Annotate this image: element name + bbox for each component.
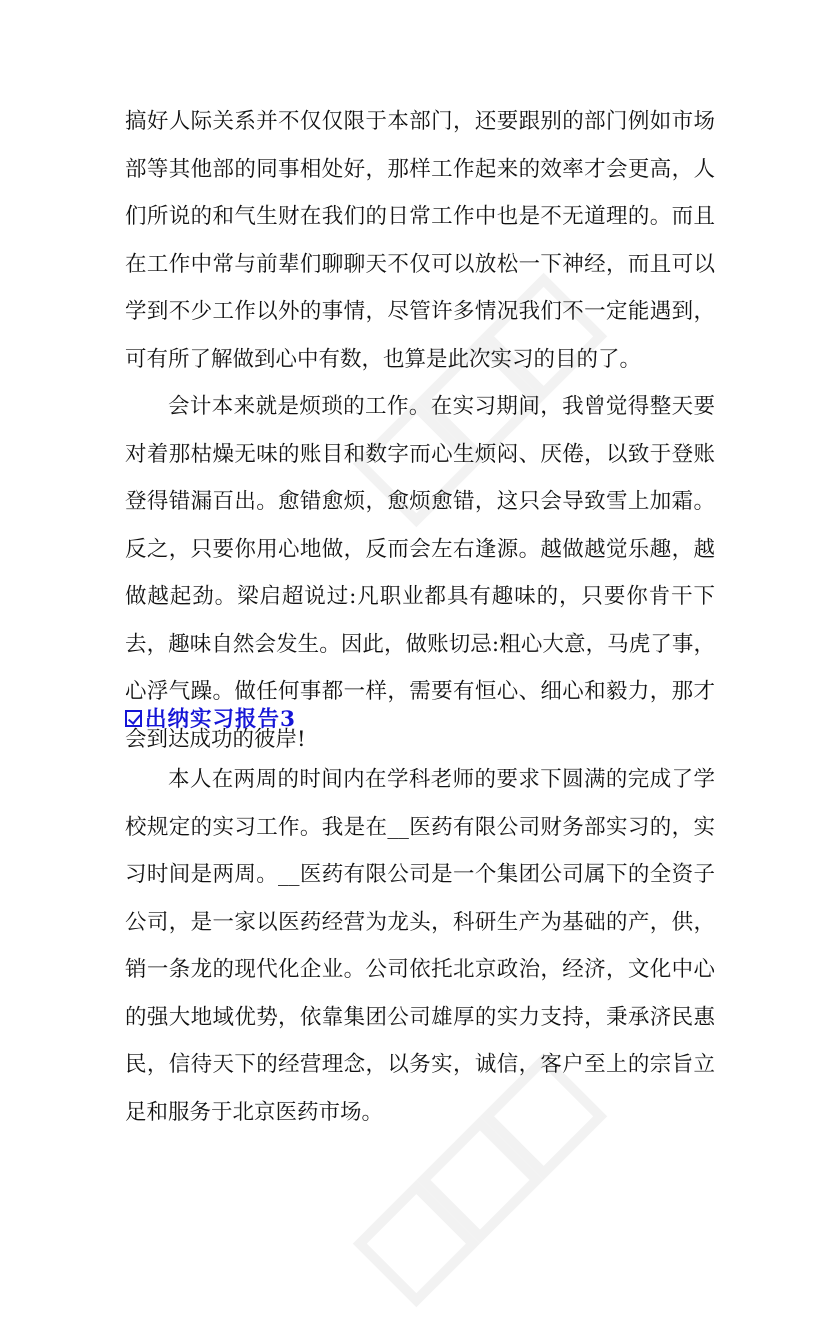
body-paragraph: 搞好人际关系并不仅仅限于本部门，还要跟别的部门例如市场部等其他部的同事相处好，那样工作起来的效率才会更高，人们所说的和气生财在我们的日常工作中也是不无道理的。而且在工作中常与前辈们聊聊天不仅可以放松一下神经，而且可以学到不少工作以外的事情，尽管许多情况我们不一定能遇到，可有所了解做到心中有数，也算是此次实习的目的了。 (125, 109, 715, 372)
body-paragraph: 本人在两周的时间内在学科老师的要求下圆满的完成了学校规定的实习工作。我是在__医药有限公司财务部实习的，实习时间是两周。__医药有限公司是一个集团公司属下的全资子公司，是一家以医药经营为龙头，科研生产为基础的产，供，销一条龙的现代化企业。公司依托北京政治，经济，文化中心的强大地域优势，依靠集团公司雄厚的实力支持，秉承济民惠民，信待天下的经营理念，以务实，诚信，客户至上的宗旨立足和服务于北京医药市场。 (125, 767, 715, 1125)
body-paragraph: 会计本来就是烦琐的工作。在实习期间，我曾觉得整天要对着那枯燥无味的账目和数字而心生烦闷、厌倦，以致于登账登得错漏百出。愈错愈烦，愈烦愈错，这只会导致雪上加霜。反之，只要你用心地做，反而会左右逢源。越做越觉乐趣，越做越起劲。梁启超说过:凡职业都具有趣味的，只要你肯干下去，趣味自然会发生。因此，做账切忌:粗心大意，马虎了事，心浮气躁。做任何事都一样，需要有恒心、细心和毅力，那才会到达成功的彼岸! (125, 394, 715, 752)
section-heading-text: 出纳实习报告3 (145, 707, 296, 732)
section-heading (125, 700, 296, 740)
checkbox-checked-icon (125, 710, 142, 727)
